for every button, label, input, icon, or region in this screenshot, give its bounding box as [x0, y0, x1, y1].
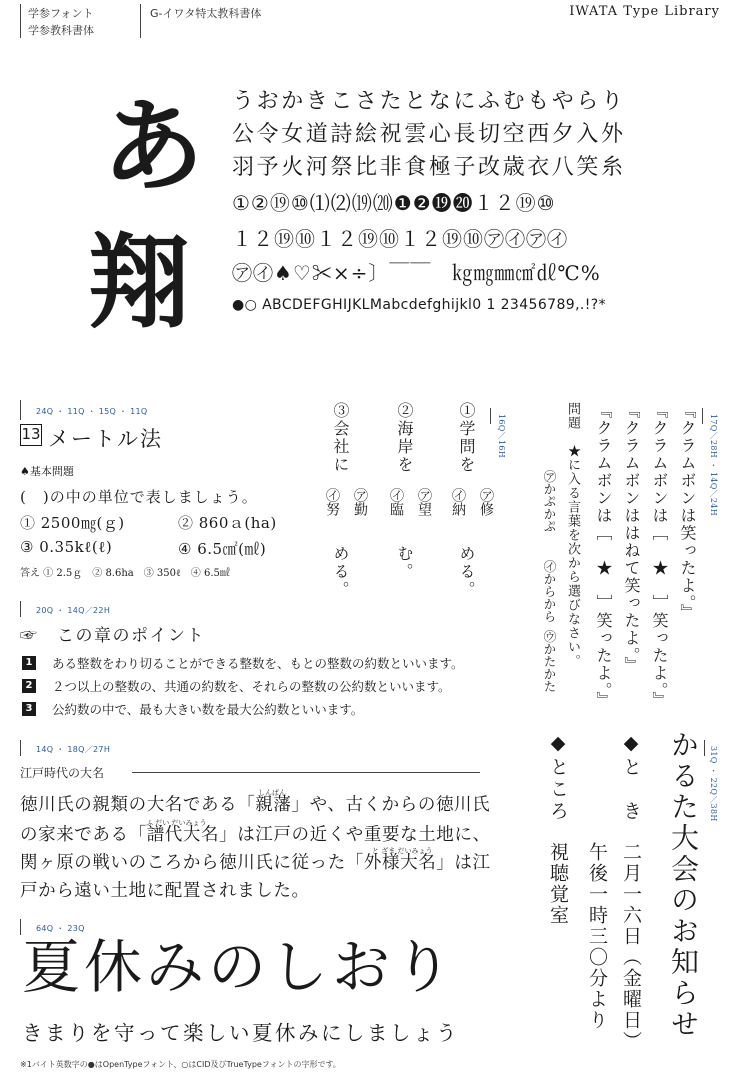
karuta-title: かるた大会のお知らせ: [667, 730, 700, 1040]
vocab-spec: 16Q／16H: [497, 414, 506, 458]
footnote: ※1バイト英数字の●はOpenTypeフォント、○はCID及びTrueTypeフォントの字形です。: [20, 1060, 341, 1069]
kramubon-line-3: 『クラムボンははねて笑ったよ。』: [622, 402, 641, 674]
history-line-1: 徳川氏の親類の大名である「親藩」や、古くからの徳川氏: [20, 795, 491, 815]
spec-marker: [20, 740, 21, 756]
spec-marker: [704, 740, 705, 756]
sample-row-symbols: ㋐㋑♠♡✂×÷〕￣￣ ㎏㎎㎜㎠㎗℃%: [232, 261, 601, 285]
point-text: 公約数の中で、最も大きい数を最大公約数といいます。: [52, 702, 364, 717]
karuta-spec: 31Q ・ 22Q／38H: [709, 746, 718, 822]
point-number-badge: 3: [22, 702, 36, 716]
vocab-col1-stem: ①学問を: [457, 402, 476, 474]
vocab-col2-stem: ②海岸を: [395, 402, 414, 474]
big-char-2: 翔: [88, 223, 190, 343]
sample-row-kanji-1: 公令女道詩絵祝雲心長切空西夕入外: [232, 122, 626, 147]
karuta-where: 視聴覚室: [547, 842, 569, 926]
vocab-col2-end: む。: [395, 545, 414, 581]
vocab-col3-end: める。: [331, 545, 350, 599]
math-instruction: ( )の中の単位で表しましょう。: [20, 488, 258, 506]
sample-row-numerals-2: １２⑲⑩１２⑲⑩１２⑲⑩㋐㋑㋐㋑: [232, 227, 568, 251]
sample-row-alpha: ●○ ABCDEFGHIJKLMabcdefghijkl0 1 23456789,.!?*: [232, 297, 607, 313]
header-divider-mid: [140, 4, 141, 38]
big-char-1: あ: [102, 87, 204, 207]
summer-title: 夏休みのしおり: [22, 933, 457, 1001]
math-answer: 答え ① 2.5ｇ ② 8.6ha ③ 350ℓ ④ 6.5㎖: [20, 568, 230, 579]
font-name-2: 学参教科書体: [28, 24, 94, 37]
library-name: IWATA Type Library: [569, 4, 720, 19]
math-q2: ② 860ａ(ha): [178, 514, 277, 532]
math-subhead: ♠基本問題: [20, 465, 74, 478]
karuta-label-when: ◆と き: [620, 732, 642, 823]
point-text: ある整数をわり切ることができる整数を、もとの整数の約数といいます。: [52, 656, 464, 671]
vocab-col1-option-a: ㋐修: [478, 488, 494, 516]
sample-row-numerals-1: ①②⑲⑩⑴⑵⒆⒇❶❷⓳⓴１２⑲⑩: [232, 191, 556, 215]
font-name-1: 学参フォント: [28, 7, 94, 20]
spec-marker: [20, 601, 21, 617]
kramubon-line-2: 『クラムボンは［ ★ ］笑ったよ。』: [650, 402, 669, 709]
math-q1: ① 2500㎎(ｇ): [20, 514, 125, 532]
vocab-col1-end: める。: [457, 545, 476, 599]
history-line-4: 戸から遠い土地に配置されました。: [20, 881, 310, 901]
kramubon-spec: 17Q／28H ・ 14Q／24H: [709, 414, 718, 516]
vocab-col2-option-b: ㋑臨: [388, 488, 404, 516]
karuta-label-where: ◆ところ: [547, 732, 569, 823]
kramubon-line-4: 『クラムボンは［ ★ ］笑ったよ。』: [594, 402, 613, 709]
section-number-box: 13: [20, 424, 42, 446]
history-line-3: 関ヶ原の戦いのころから徳川氏に従った「外様大名」は江: [20, 853, 491, 873]
spec-marker: [702, 408, 703, 424]
summer-spec: 64Q ・ 23Q: [36, 924, 85, 933]
summer-subtitle: きまりを守って楽しい夏休みにしましょう: [22, 1021, 459, 1045]
typeface-name: G-イワタ特太教科書体: [150, 7, 262, 20]
karuta-when-time: 午後一時三〇分より: [586, 842, 608, 1031]
math-q4: ④ 6.5㎠(㎖): [178, 540, 267, 558]
vocab-col1-option-b: ㋑納: [450, 488, 466, 516]
vocab-col3-option-a: ㋐勤: [352, 488, 368, 516]
point-number-badge: 2: [22, 679, 36, 693]
sample-row-kana: うおかきこさたとなにふむもやらり: [232, 89, 626, 114]
vocab-col3-option-b: ㋑努: [324, 488, 340, 516]
kramubon-choice-c: ㋒かたかた: [542, 630, 557, 693]
point-text: ２つ以上の整数の、共通の約数を、それらの整数の公約数といいます。: [52, 679, 451, 694]
kramubon-choice-a: ㋐かぷかぷ: [542, 470, 557, 533]
ruby-fudai: ふ だい だいみょう: [146, 819, 207, 827]
history-spec: 14Q ・ 18Q／27H: [36, 745, 111, 754]
ruby-tozama: と ざま だいみょう: [372, 847, 433, 855]
sample-row-kanji-2: 羽予火河祭比非食極子改歳衣八笑糸: [232, 155, 626, 180]
kramubon-question: 問題 ★に入る言葉を次から選びなさい。: [565, 402, 580, 668]
math-title: メートル法: [48, 427, 163, 451]
vocab-col2-option-a: ㋐望: [416, 488, 432, 516]
karuta-when: 二月一六日（金曜日）: [620, 842, 642, 1052]
kramubon-line-1: 『クラムボンは笑ったよ。』: [678, 402, 697, 622]
kramubon-choice-b: ㋑からから: [542, 560, 557, 623]
spec-marker: [490, 408, 491, 424]
history-title-rule: [132, 772, 480, 773]
history-line-2: の家来である「譜代大名」は江戸の近くや重要な土地に、: [20, 825, 491, 845]
spec-marker: [20, 400, 21, 420]
vocab-col3-stem: ③会社に: [331, 402, 350, 474]
math-q3: ③ 0.35kℓ(ℓ): [20, 538, 113, 556]
points-title: ☞ この章のポイント: [20, 626, 205, 646]
points-spec: 20Q ・ 14Q／22H: [36, 606, 111, 615]
history-title: 江戸時代の大名: [20, 766, 105, 780]
math-spec: 24Q ・ 11Q ・ 15Q ・ 11Q: [36, 407, 148, 416]
point-number-badge: 1: [22, 656, 36, 670]
spec-marker: [20, 919, 21, 935]
ruby-shinpan: しんぱん: [258, 789, 286, 797]
header-divider-left: [20, 4, 21, 38]
